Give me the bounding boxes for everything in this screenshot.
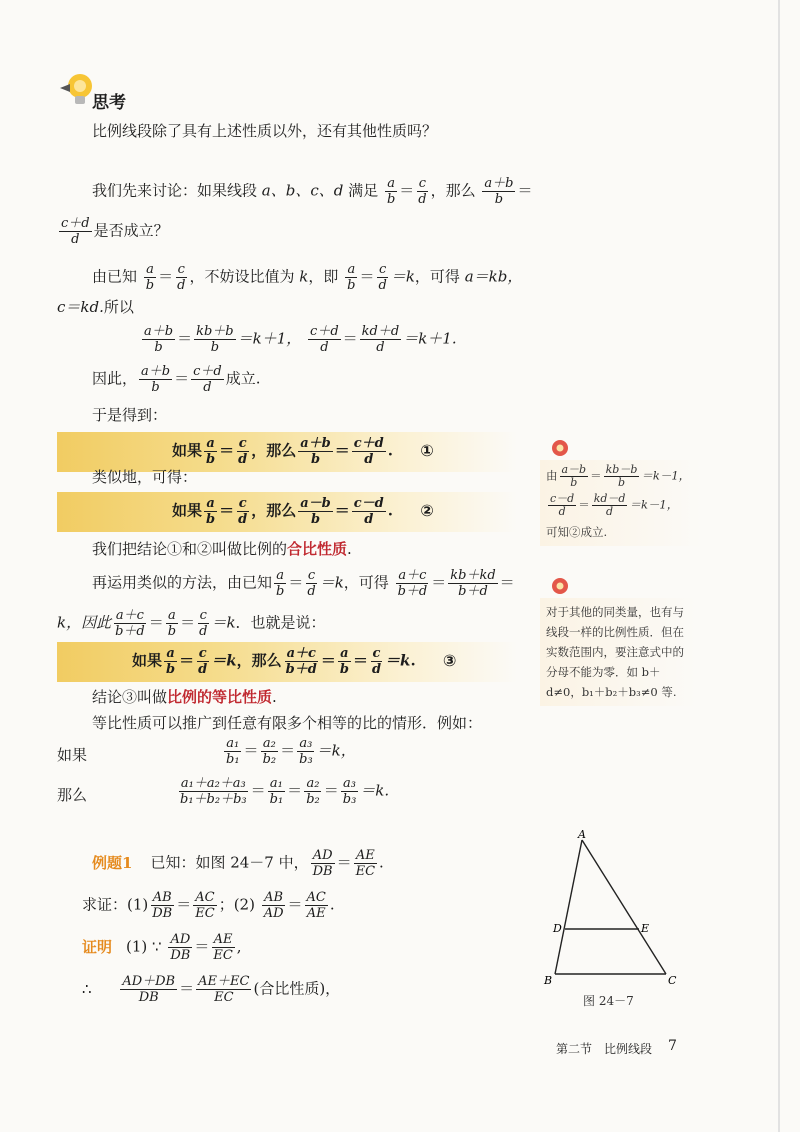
text: ＝ (399, 181, 415, 200)
fraction (262, 890, 286, 921)
text: c＝kd. (57, 298, 104, 316)
num: c (379, 262, 387, 277)
den: b (386, 192, 396, 207)
text: ＝ (323, 781, 339, 800)
den: d (203, 380, 212, 395)
den: EC (213, 948, 233, 963)
num: c－d (353, 496, 384, 511)
den: EC (195, 906, 215, 921)
term-highlight: 合比性质 (287, 540, 348, 558)
then-label: 那么 (57, 786, 88, 804)
num: AD (170, 932, 191, 947)
num: AD (312, 848, 333, 863)
num: c＋d (193, 364, 222, 379)
num: a (166, 646, 175, 661)
num: AC (306, 890, 326, 905)
text: ＝ (177, 329, 193, 348)
den: b (310, 452, 321, 467)
fraction (345, 262, 357, 293)
text: . (387, 441, 394, 460)
text: ＝ (176, 895, 192, 914)
term-highlight: 比例的等比性质 (167, 688, 273, 706)
text: 已知：如图 24－7 中， (150, 853, 309, 872)
fraction (297, 736, 315, 767)
text: ，那么 (236, 651, 282, 670)
den: d (364, 452, 374, 467)
hence-line (92, 364, 261, 395)
fraction (592, 493, 628, 518)
side-ac (582, 840, 666, 974)
fraction (236, 496, 249, 527)
text: ＝k (390, 267, 415, 286)
fraction (175, 262, 187, 293)
text: (合比性质)， (253, 979, 341, 998)
footer-section: 第二节 比例线段 (556, 1042, 653, 1056)
den: DB (170, 948, 191, 963)
fraction (150, 890, 174, 921)
num: kb＋kd (450, 568, 496, 583)
text: 如果 (132, 651, 163, 670)
num: AD＋DB (122, 974, 176, 989)
den: DB (138, 990, 159, 1005)
fraction (304, 776, 322, 807)
num: a－b (561, 463, 587, 476)
fraction (341, 776, 359, 807)
note-icon (548, 438, 572, 458)
den: d (199, 624, 208, 639)
den: b₃ (299, 752, 313, 767)
fraction (196, 646, 209, 677)
num: AE (355, 848, 375, 863)
text: ＝ (517, 181, 533, 200)
text: ＝k， (316, 741, 356, 760)
side-note-line: 可知②成立. (546, 525, 608, 539)
fraction (139, 364, 172, 395)
circle-number: ③ (442, 650, 457, 670)
text: ＝ (180, 613, 196, 632)
den: b₂ (306, 792, 320, 807)
den: b (145, 278, 155, 293)
fraction (142, 324, 175, 355)
vertex-label-c: C (668, 974, 677, 987)
text: ．也就是说： (235, 613, 326, 632)
similar-line: 类似地，可得： (92, 468, 198, 486)
text: ＝k－1， (641, 468, 691, 483)
text: ＝ (179, 651, 195, 670)
text: 所以 (103, 298, 134, 316)
fraction (396, 568, 430, 599)
num: AB (264, 890, 284, 905)
text: . (347, 540, 352, 558)
note-icon (548, 576, 572, 596)
text: ＝ (578, 497, 590, 512)
text: 是否成立？ (93, 221, 169, 240)
den: d (177, 278, 186, 293)
num: kb－b (605, 463, 638, 476)
side-note-line (546, 493, 696, 518)
discussion-line-2 (57, 216, 169, 247)
text: 由 (546, 468, 558, 483)
text: ＝ (288, 573, 304, 592)
fraction (197, 608, 209, 639)
text: ，可得 (343, 573, 389, 592)
text: 成立. (225, 369, 261, 388)
den: EC (214, 990, 234, 1005)
text: ＝ (359, 267, 375, 286)
num: a₁ (269, 776, 283, 791)
num: c (199, 608, 207, 623)
num: c (372, 646, 381, 661)
text: ＝ (148, 613, 164, 632)
fraction (338, 646, 351, 677)
figure-24-7 (540, 828, 690, 988)
vertex-label-b: B (544, 974, 553, 987)
num: a (276, 568, 285, 583)
fraction (298, 436, 333, 467)
text: ＝k (319, 573, 344, 592)
num: a (206, 496, 215, 511)
fraction (352, 496, 386, 527)
fraction (482, 176, 515, 207)
again-line (92, 568, 515, 599)
den: b₃ (342, 792, 357, 807)
text: 结论③叫做 (92, 688, 168, 706)
num: a＋b (141, 364, 171, 379)
text: ＝k＋1. (403, 329, 457, 348)
text: ＝ (336, 853, 352, 872)
text: ＝ (499, 573, 515, 592)
num: c (238, 436, 247, 451)
section-title: 思考 (92, 93, 126, 113)
den: d (418, 192, 427, 207)
den: d (378, 278, 387, 293)
fraction (194, 324, 236, 355)
text: ＝k. (360, 781, 390, 800)
fraction (305, 890, 328, 921)
num: kd－d (593, 492, 626, 505)
num: a－b (300, 496, 331, 511)
fraction (193, 890, 216, 921)
num: a₁＋a₂＋a₃ (180, 776, 246, 791)
num: c＋d (310, 324, 339, 339)
text: k，因此 (57, 613, 112, 632)
side-note-2: 对于其他的同类量，也有与线段一样的比例性质．但在实数范围内，要注意式中的分母不能为零．如 b＋d≠0，b₁＋b₂＋b₃≠0 等. (540, 598, 696, 706)
text: ＝ (320, 651, 336, 670)
fraction (385, 176, 397, 207)
text: 满足 (348, 181, 379, 200)
den: DB (152, 906, 173, 921)
text: ＝ (250, 781, 266, 800)
den: d (558, 505, 566, 518)
text: ；(2) (218, 895, 255, 914)
fraction (113, 608, 147, 639)
text: . (272, 688, 277, 706)
num: kb＋b (196, 324, 234, 339)
num: a₃ (343, 776, 356, 791)
text: a＝kb， (464, 267, 523, 286)
known-line (92, 262, 522, 293)
derivation-line (140, 324, 457, 355)
proof-label: 证明 (82, 937, 113, 956)
circle-number: ② (420, 500, 434, 520)
den: d (606, 505, 614, 518)
fraction (305, 568, 317, 599)
num: c＋d (353, 436, 384, 451)
text: ＝ (219, 441, 235, 460)
num: a＋c (115, 608, 144, 623)
den: b＋d (285, 662, 317, 677)
circle-number: ① (420, 440, 434, 460)
num: a₁ (226, 736, 240, 751)
text: ＝ (352, 651, 368, 670)
num: a (168, 608, 176, 623)
den: d (376, 340, 385, 355)
fraction (168, 932, 192, 963)
property-1 (172, 436, 434, 467)
fraction (360, 324, 402, 355)
proof-line-2 (82, 974, 340, 1005)
text: 如果 (172, 441, 203, 460)
side-ab (555, 840, 582, 974)
num: c (418, 176, 427, 191)
fraction (178, 776, 249, 807)
num: c＋d (61, 216, 90, 231)
text: ，那么 (251, 501, 297, 520)
side-note-line (546, 464, 696, 489)
text: ，不妨设比值为 (189, 267, 295, 286)
den: b (206, 452, 216, 467)
num: a＋b (300, 436, 331, 451)
fraction (548, 493, 576, 518)
example-label: 例题1 (92, 853, 133, 872)
num: kd＋d (361, 324, 400, 339)
text: ＝ (194, 937, 210, 956)
fraction (448, 568, 497, 599)
text: ＝k (211, 613, 236, 632)
text: . (410, 651, 416, 670)
fraction (164, 646, 177, 677)
den: b₁ (269, 792, 284, 807)
text: 我们先来讨论：如果线段 (92, 181, 258, 200)
fraction (560, 464, 589, 489)
side-note-1 (540, 460, 702, 546)
den: d (238, 452, 248, 467)
vertex-label-e: E (641, 922, 650, 935)
text: ＝ (334, 501, 350, 520)
den: b＋d (397, 584, 428, 599)
num: c (307, 568, 316, 583)
num: a (146, 262, 154, 277)
num: a＋b (144, 324, 174, 339)
again-line-2 (57, 608, 326, 639)
den: b (310, 512, 321, 527)
text: 求证：(1) (82, 895, 149, 914)
page-number: 7 (668, 1038, 677, 1054)
fraction (311, 848, 335, 879)
fraction (284, 646, 319, 677)
den: DB (312, 864, 333, 879)
conclusion-3 (92, 686, 277, 708)
fraction (236, 436, 249, 467)
example-given: 例题1 已知：如图 24－7 中， $\frac{AD}{DB}$ ＝ $\frac{AE}{EC}$ . (92, 848, 384, 879)
so-line (57, 296, 134, 318)
fraction (298, 496, 333, 527)
text: ＝k (211, 651, 237, 670)
num: c (177, 262, 185, 277)
extend-line: 等比性质可以推广到任意有限多个相等的比的情形．例如： (92, 714, 483, 732)
fraction (204, 496, 217, 527)
text: (1) ∵ (126, 937, 162, 956)
den: b (154, 340, 163, 355)
den: b＋d (458, 584, 488, 599)
num: a₃ (299, 736, 313, 751)
fraction (59, 216, 92, 247)
text: . (387, 501, 394, 520)
den: EC (355, 864, 376, 879)
num: c－d (550, 492, 575, 505)
discussion-line-1 (92, 176, 533, 207)
example-prove: 求证：(1) $\frac{AB}{DB}$ ＝ $\frac{AC}{EC}$ ；(2) $\frac{AB}{AD}$ ＝ $\frac{AC}{AE}$ . (82, 890, 335, 921)
text: ＝ (174, 369, 190, 388)
if-label: 如果 (57, 746, 88, 764)
num: c (238, 496, 247, 511)
text: ＝ (334, 441, 350, 460)
text: 由已知 (92, 267, 138, 286)
text: ，可得 (414, 267, 460, 286)
text: a、b、c、d (261, 181, 344, 200)
den: b (151, 380, 160, 395)
den: b (210, 340, 220, 355)
den: b₁ (226, 752, 240, 767)
fraction (166, 608, 178, 639)
text: ＝ (243, 741, 259, 760)
text: ＝k＋1， (237, 329, 302, 348)
text: ＝ (219, 501, 235, 520)
den: b (339, 662, 349, 677)
text: ＝ (179, 979, 195, 998)
conclusion-1-2 (92, 538, 352, 560)
den: d (238, 512, 248, 527)
vertex-label-d: D (553, 922, 562, 935)
den: d (71, 232, 80, 247)
figure-caption: 图 24－7 (583, 994, 634, 1008)
fraction (120, 974, 177, 1005)
num: a (347, 262, 356, 277)
text: 如果 (172, 501, 203, 520)
fraction (274, 568, 286, 599)
den: b＋d (115, 624, 145, 639)
general-if-formula (222, 736, 356, 767)
num: a (387, 176, 395, 191)
num: a (206, 436, 215, 451)
den: b (166, 662, 176, 677)
fraction (211, 932, 234, 963)
text: ＝k－1， (629, 497, 679, 512)
den: b₁＋b₂＋b₃ (180, 792, 247, 807)
num: a＋c (286, 646, 316, 661)
fraction (204, 436, 217, 467)
text: k (299, 267, 309, 286)
den: b (206, 512, 216, 527)
den: b (167, 624, 177, 639)
text: ，那么 (251, 441, 297, 460)
result-intro: 于是得到： (92, 406, 168, 424)
fraction (352, 436, 386, 467)
text: 因此， (92, 369, 138, 388)
den: b (570, 476, 578, 489)
den: d (320, 340, 329, 355)
text: ＝ (431, 573, 447, 592)
fraction (604, 464, 640, 489)
num: c (198, 646, 207, 661)
den: b (617, 476, 625, 489)
fraction (370, 646, 383, 677)
fraction (224, 736, 242, 767)
text: ＝ (287, 781, 303, 800)
property-2 (172, 496, 434, 527)
num: AB (152, 890, 172, 905)
den: AD (263, 906, 284, 921)
proof-line-1: 证明 (1) ∵ $\frac{AD}{DB}$ ＝ $\frac{AE}{EC}$ , (82, 932, 242, 963)
num: a₂ (262, 736, 276, 751)
den: b (276, 584, 285, 599)
den: b (347, 278, 356, 293)
fraction (191, 364, 224, 395)
fraction (354, 848, 377, 879)
page-edge (778, 0, 780, 1132)
fraction (268, 776, 286, 807)
den: d (364, 512, 374, 527)
text: ＝ (158, 267, 174, 286)
num: a (340, 646, 349, 661)
den: b₂ (262, 752, 277, 767)
fraction (144, 262, 156, 293)
text: ＝ (280, 741, 296, 760)
text: ，那么 (430, 181, 476, 200)
den: d (371, 662, 382, 677)
den: d (307, 584, 316, 599)
num: AE (213, 932, 233, 947)
den: AE (306, 906, 326, 921)
num: AC (195, 890, 215, 905)
text: ，即 (308, 267, 339, 286)
text: 我们把结论①和②叫做比例的 (92, 540, 288, 558)
num: a＋b (484, 176, 514, 191)
text: ＝ (287, 895, 303, 914)
property-3 (132, 646, 456, 677)
den: b (494, 192, 504, 207)
text: ＝ (590, 468, 602, 483)
text: ＝ (342, 329, 358, 348)
fraction (308, 324, 341, 355)
den: d (198, 662, 208, 677)
general-then-formula (176, 776, 389, 807)
num: a＋c (398, 568, 427, 583)
text: 再运用类似的方法，由已知 (92, 573, 273, 592)
num: a₂ (306, 776, 320, 791)
vertex-label-a: A (578, 828, 586, 841)
fraction (261, 736, 279, 767)
fraction (196, 974, 251, 1005)
therefore-symbol: ∴ (82, 979, 92, 998)
think-question: 比例线段除了具有上述性质以外，还有其他性质吗？ (92, 122, 438, 140)
fraction (416, 176, 428, 207)
fraction (377, 262, 389, 293)
text: ＝k (385, 651, 411, 670)
num: AE＋EC (198, 974, 250, 989)
